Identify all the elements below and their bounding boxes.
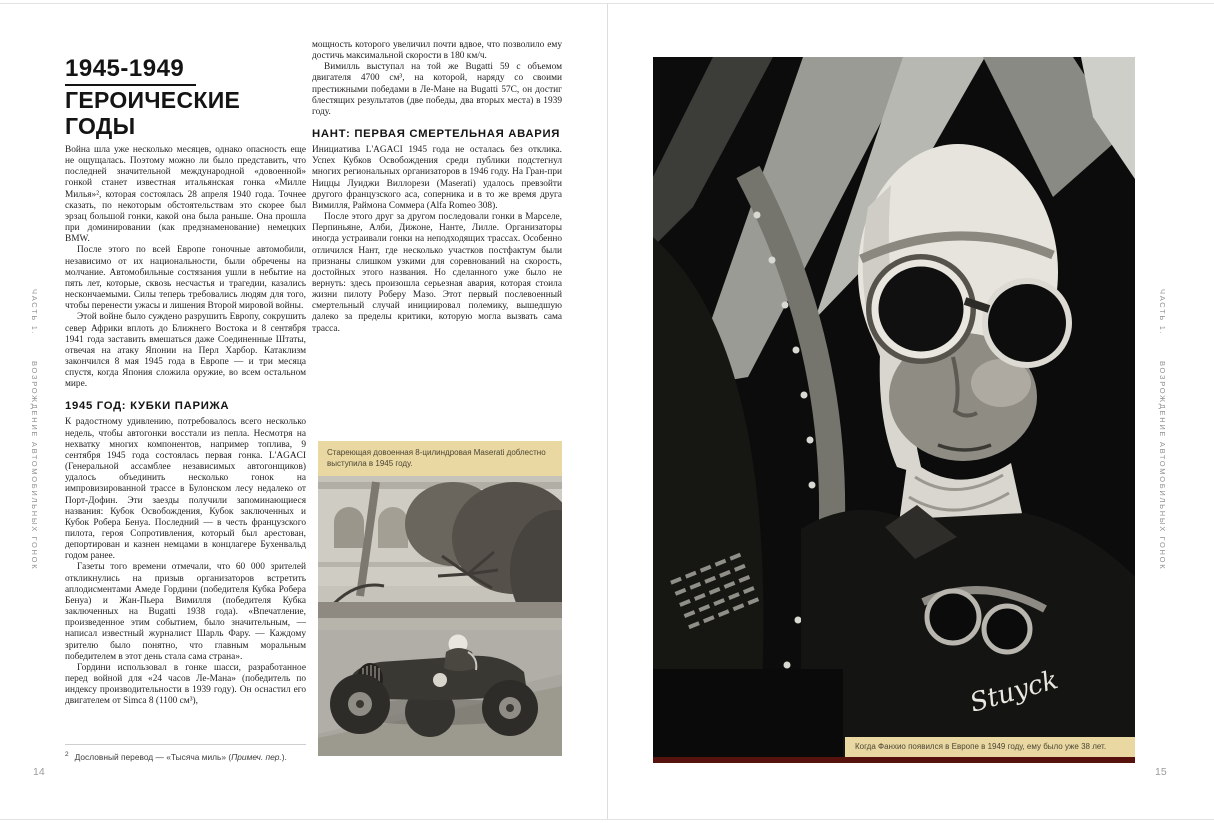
paragraph: Гордини использовал в гонке шасси, разработанное перед войной для «24 часов Ле-Мана» (победитель по индексу производительности в 1939 году). Он оснастил его двигателем от Simca 8 (1100 см³), (65, 662, 306, 707)
maserati-photo (318, 476, 562, 756)
fangio-photo-block (653, 57, 1135, 757)
left-column-1 (65, 56, 306, 708)
maserati-photo-caption: Стареющая довоенная 8-цилиндровая Maserati доблестно выступила в 1945 году. (318, 441, 562, 476)
section-heading: 1945 ГОД: КУБКИ ПАРИЖА (65, 400, 230, 413)
part-title: ВОЗРОЖДЕНИЕ АВТОМОБИЛЬНЫХ ГОНОК (30, 361, 39, 571)
accent-bar (653, 757, 1135, 763)
page-number-left: 14 (33, 766, 45, 778)
page-number-right: 15 (1155, 766, 1167, 778)
footnote-end: ). (281, 751, 287, 762)
bottom-rule (0, 819, 1214, 820)
paragraph: Вимилль выступал на той же Bugatti 59 с объемом двигателя 4700 см³, на которой, наряду со своими престижными победами в Ле-Мане на Bugatti 57C, он достиг блестящих результатов (две победы, два вторых места) в 1939 году. (312, 62, 562, 117)
paragraph: После этого друг за другом последовали гонки в Марселе, Перпиньяне, Алби, Дижоне, Нанте, Лилле. Организаторы иногда устраивали гонки на неподходящих трассах. Особенно отличился Нант, где несколько участков постфактум были признаны слишком узкими для соревнований на скорость, достойных этого названия. Но сделанного уже было не вернуть: здесь произошла серьезная авария, которая стоила жизни пилоту Роберу Мазо. Этот первый послевоенный смертельный случай инициировал полемику, вышедшую далеко за пределы критики, которую могла вызвать сама трасса. (312, 212, 562, 334)
paragraph: После этого по всей Европе гоночные автомобили, независимо от их национальности, были обречены на молчание. Автомобильные состязания ушли в небытие на пять лет, которые, сквозь несчастья и трагедии, казались нескончаемыми. Силы теперь требовались людям для того, чтобы перенести ужасы и лишения Второй мировой войны. (65, 245, 306, 312)
part-label: ЧАСТЬ 1. (1158, 289, 1167, 336)
chapter-years-title: 1945-1949 (65, 56, 196, 86)
paragraph: Этой войне было суждено разрушить Европу, сокрушить север Африки вплоть до Ближнего Востока и 8 сентября 1941 года заставить вмешаться даже Соединенные Штаты, отвечая на атаку Японии на Перл Харбор. Катаклизм закончился 8 мая 1945 года в Европе — и три месяца спустя, когда Япония сложила оружие, во всем остальном мире. (65, 312, 306, 390)
right-margin-part-title (1158, 289, 1167, 589)
footnote-text: Дословный перевод — «Тысяча миль» ( (74, 751, 232, 762)
paragraph: мощность которого увеличил почти вдвое, что позволило ему достичь максимальной скорости в 180 км/ч. (312, 40, 562, 62)
paragraph: Инициатива L'AGACI 1945 года не осталась без отклика. Успех Кубков Освобождения среди публики подстегнул многих региональных организаторов в 1946 году. На Гран-при Ниццы Луиджи Виллорези (Maserati) удалось превзойти другого французского аса, соперника и в то же время друга Вимилля, Раймона Соммера (Alfa Romeo 308). (312, 145, 562, 211)
fangio-photo (653, 57, 1135, 757)
part-title: ВОЗРОЖДЕНИЕ АВТОМОБИЛЬНЫХ ГОНОК (1158, 361, 1167, 571)
left-column-2 (312, 40, 562, 335)
paragraph: К радостному удивлению, потребовалось всего несколько недель, чтобы автогонки восстали из пепла. Несмотря на нехватку многих компонентов, например топлива, 9 сентября 1945 года состоялась первая гонка. L'AGACI (Генеральной ассамблее независимых автогонщиков) удалось объединить несколько гонок на импровизированной трассе в Булонском лесу недалеко от Порт-Дофин. Эти заезды получили запоминающиеся названия: Кубок Освобождения, Кубок заключенных и Кубок Робера Бенуа. Последний — в честь французского пилота, героя Сопротивления, который был арестован, депортирован и казнен немцами в концлагере Бухенвальд годом ранее. (65, 417, 306, 562)
footnote (65, 744, 306, 762)
fangio-photo-caption: Когда Фанхио появился в Европе в 1949 году, ему было уже 38 лет. (845, 737, 1135, 757)
part-label: ЧАСТЬ 1. (30, 289, 39, 336)
page-divider (607, 3, 608, 819)
left-margin-part-title (30, 289, 39, 589)
paragraph: Война шла уже несколько месяцев, однако опасность еще не ощущалась. Поэтому можно ли было представить, что последней значительной международной «довоенной» гонкой станет известная итальянская гонка «Милле Милья»², которая состоялась 28 апреля 1940 года. Точнее сказать, по некоторым обстоятельствам это скорее был эрзац большой гонки, какой она была раньше. Она прошла при доминировании (как предзнаменование) немецких BMW. (65, 145, 306, 245)
footnote-italic: Примеч. пер. (231, 751, 282, 762)
maserati-photo-block (318, 441, 562, 756)
chapter-main-title: ГЕРОИЧЕСКИЕ ГОДЫ (65, 87, 241, 139)
footnote-marker: 2 (65, 751, 69, 758)
paragraph: Газеты того времени отмечали, что 60 000 зрителей откликнулись на призыв организаторов встретить аплодисментами Амеде Гордини (победителя Кубка Робера Бенуа) и Жан-Пьера Вимилля (победителя Кубка заключенных на Bugatti 1938 года). «Впечатление, произведенное этим событием, было значительным, — написал известный журналист Шарль Фару. — Каждому зрителю было понятно, что главным моральным победителем в этот день стала сама страна». (65, 562, 306, 662)
photo-signature: Stuyck (966, 665, 1062, 719)
section-heading: НАНТ: ПЕРВАЯ СМЕРТЕЛЬНАЯ АВАРИЯ (312, 128, 561, 141)
